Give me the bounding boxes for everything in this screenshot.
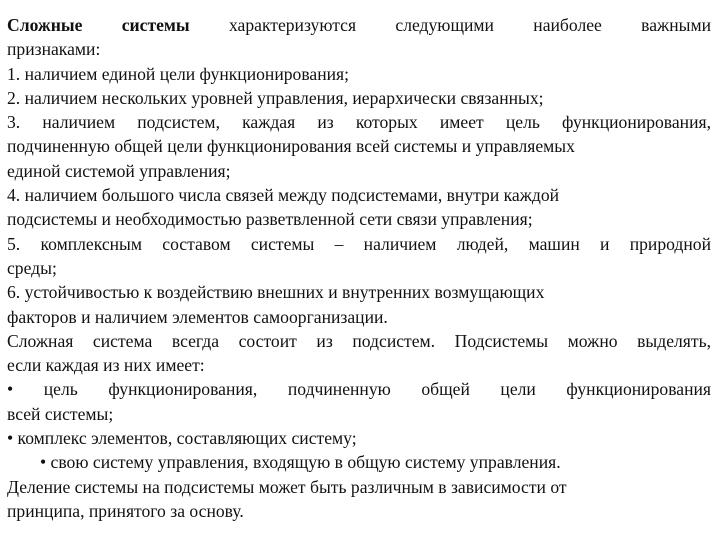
text-line-1 [7, 13, 711, 37]
paragraph-3-line-1: Деление системы на подсистемы может быть различным в зависимости от [7, 476, 567, 497]
paragraph-2-line-2: если каждая из них имеет: [7, 355, 205, 376]
term-complex-systems: Сложные системы [7, 15, 190, 35]
bullet-item-1: • цель функционирования, подчиненную общей цели функционирования [7, 379, 711, 400]
list-item-2: 2. наличием нескольких уровней управления, иерархически связанных; [7, 87, 544, 108]
list-item-6-cont: факторов и наличием элементов самоорганизации. [7, 306, 388, 327]
paragraph-2-line-1: Сложная система всегда состоит из подсистем. Подсистемы можно выделять, [7, 330, 711, 351]
bullet-item-2: • комплекс элементов, составляющих систему; [7, 428, 357, 449]
list-item-3: 3. наличием подсистем, каждая из которых имеет цель функционирования, [7, 112, 711, 133]
paragraph-3-line-2: принципа, принятого за основу. [7, 500, 244, 521]
list-item-3-cont-2: единой системой управления; [7, 160, 231, 181]
text-line-1-rest: характеризуются следующими наиболее важными [189, 15, 711, 35]
bullet-item-1-cont: всей системы; [7, 403, 114, 424]
text-line-2: признаками: [7, 39, 101, 60]
bullet-item-3: • свою систему управления, входящую в общую систему управления. [40, 452, 561, 473]
list-item-6: 6. устойчивостью к воздействию внешних и внутренних возмущающих [7, 282, 545, 303]
list-item-4-cont: подсистемы и необходимостью разветвленной сети связи управления; [7, 209, 533, 230]
list-item-4: 4. наличием большого числа связей между подсистемами, внутри каждой [7, 185, 560, 206]
document-body [7, 13, 711, 523]
list-item-5: 5. комплексным составом системы – наличием людей, машин и природной [7, 233, 711, 254]
list-item-3-cont-1: подчиненную общей цели функционирования всей системы и управляемых [7, 136, 575, 157]
list-item-5-cont: среды; [7, 257, 57, 278]
list-item-1: 1. наличием единой цели функционирования; [7, 63, 350, 84]
